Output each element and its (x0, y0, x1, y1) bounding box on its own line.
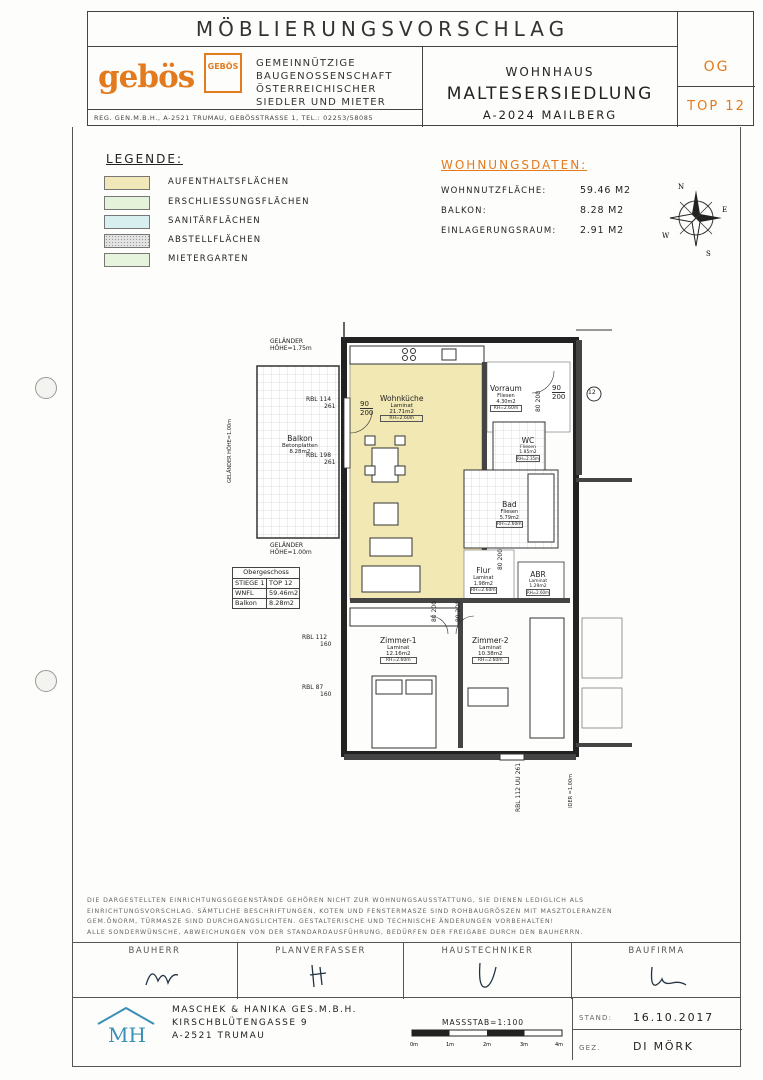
signature-mark (142, 961, 182, 991)
room-height: RH=2.60m (497, 522, 522, 527)
signature-cell-planverfasser (238, 943, 404, 999)
firm-street: KIRSCHBLÜTENGASSE 9 (172, 1018, 309, 1028)
dim-label: RBL (515, 800, 523, 813)
dim-value: 87 (315, 684, 324, 691)
project-type: WOHNHAUS (505, 65, 595, 79)
room-material: Laminat (387, 645, 410, 651)
firm-logo (94, 1004, 158, 1046)
signature-label: PLANVERFASSER (275, 946, 366, 956)
room-material: Laminat (528, 579, 548, 584)
door-dim (497, 549, 504, 570)
room-abr (526, 570, 550, 596)
dim-value: 261 (515, 762, 523, 775)
gez-value: DI MÖRK (633, 1040, 694, 1053)
room-height: RH=2.60m (380, 657, 417, 664)
scale-tick: 1m (446, 1042, 455, 1048)
info-title: Obergeschoss (243, 568, 289, 576)
room-name: Zimmer-1 (380, 636, 417, 645)
signature-mark (304, 961, 334, 991)
dim-value: 90 (552, 384, 561, 392)
company-name-line: BAUGENOSSENSCHAFT (256, 71, 393, 82)
door-dim (535, 391, 542, 412)
room-wohnkueche (380, 394, 423, 422)
apartment-data-value: 59.46 M2 (580, 185, 631, 196)
room-name: Wohnküche (380, 394, 424, 403)
company-registration: REG. GEN.M.B.H., A-2521 TRUMAU, GEBÖSSTRASSE 1, TEL.: 02253/58085 (88, 109, 423, 127)
room-name: Vorraum (490, 384, 522, 393)
dim-value: 200 (552, 393, 566, 401)
room-material: Betonplatten (282, 443, 318, 449)
dim-value: 112 (315, 634, 328, 641)
railing-label-top (270, 338, 312, 352)
scale-tick: 0m (410, 1042, 419, 1048)
apartment-data-label: EINLAGERUNGSRAUM: (441, 226, 557, 236)
compass-s: S (706, 250, 711, 258)
room-material: Fliesen (497, 393, 515, 399)
room-vorraum (490, 384, 522, 412)
room-area: 1.98m2 (473, 581, 493, 587)
firm-address (172, 1004, 357, 1043)
signature-mark (646, 963, 692, 993)
compass-icon (662, 180, 730, 258)
dim-value: 112 (515, 787, 523, 799)
company-name-line: GEMEINNÜTZIGE (256, 58, 356, 69)
date-divider (573, 1029, 742, 1030)
legend-label: AUFENTHALTSFLÄCHEN (168, 177, 290, 187)
bottom-row (72, 998, 741, 1062)
room-flur (470, 566, 497, 594)
room-name: Zimmer-2 (472, 636, 509, 645)
room-area: 4.30m2 (496, 399, 516, 405)
room-height: RH=2.60m (380, 415, 423, 422)
signature-label: HAUSTECHNIKER (441, 946, 534, 956)
room-height: RH=2.60m (527, 590, 549, 595)
room-area: 1.29m2 (529, 584, 547, 589)
company-logo-mark: GEBÖS (204, 53, 242, 93)
dim-value: 80 (431, 614, 439, 623)
room-material: Laminat (473, 575, 494, 581)
scale-tick: 2m (483, 1042, 492, 1048)
window-dim (302, 684, 331, 698)
apartment-data-title: WOHNUNGSDATEN: (441, 158, 588, 172)
legend-label: ERSCHLIESSUNGSFLÄCHEN (168, 197, 310, 207)
scale-tick: 3m (520, 1042, 529, 1048)
dim-value: 80 (535, 404, 543, 413)
unit-label: TOP 12 (687, 99, 746, 114)
project-name: MALTESERSIEDLUNG (446, 84, 654, 104)
apartment-data-label: BALKON: (441, 206, 487, 216)
info-table-title (233, 568, 299, 578)
dim-label: RBL (302, 684, 314, 691)
signature-cell-baufirma (572, 943, 741, 999)
room-area: 8.28m2 (289, 449, 311, 455)
info-key: WNFL (233, 589, 267, 598)
window-dim (306, 452, 335, 466)
room-name: Flur (476, 566, 491, 575)
dim-value: 160 (320, 641, 332, 648)
apartment-data-value: 2.91 M2 (580, 225, 625, 236)
apartment-data-value: 8.28 M2 (580, 205, 625, 216)
room-height: RH=2.60m (472, 657, 509, 664)
info-value: 59.46m2 (269, 589, 299, 597)
dim-value: 261 (324, 459, 336, 466)
room-name: ABR (530, 570, 546, 579)
signature-row (72, 942, 741, 998)
disclaimer-line: ALLE SONDERWÜNSCHE, ABWEICHUNGEN VON DER STANDARDAUSFÜHRUNG, BEDÜRFEN DER FREIGABE DURCH DEN BAUHERRN. (87, 928, 584, 936)
room-material: Fliesen (520, 445, 536, 450)
dim-label: IDER (567, 795, 574, 808)
info-table-row (233, 598, 299, 608)
project-location: A-2024 MAILBERG (482, 108, 618, 122)
dim-value: 200 (455, 600, 463, 613)
dim-value: 200 (497, 548, 505, 561)
signature-label: BAUFIRMA (628, 946, 685, 956)
door-dim (455, 601, 462, 622)
info-value: TOP 12 (269, 579, 293, 587)
page-title: MÖBLIERUNGSVORSCHLAG (88, 12, 678, 47)
firm-city: A-2521 TRUMAU (172, 1031, 266, 1041)
room-area: 10.38m2 (477, 651, 503, 657)
window-dim (515, 763, 522, 812)
company-name-line: ÖSTERREICHISCHER (256, 84, 377, 95)
date-block (572, 998, 741, 1060)
room-area: 12.16m2 (385, 651, 411, 657)
dim-value: 114 (319, 396, 332, 403)
door-dim (552, 384, 565, 401)
legend-swatch (104, 234, 150, 248)
info-table-row (233, 578, 299, 588)
apartment-data-label: WOHNNUTZFLÄCHE: (441, 186, 547, 196)
compass-n: N (678, 183, 685, 191)
disclaimer-line: EINRICHTUNGSVORSCHLAG. SÄMTLICHE BESCHRIFTUNGEN, KOTEN UND FENSTERMASZE SIND ROHBAUGRÖSZEN MIT MASZTOLERANZEN (87, 907, 613, 915)
railing-label-line: HÖHE=1.75m (270, 345, 312, 352)
room-material: Laminat (479, 645, 502, 651)
title-corner-cell (678, 12, 755, 47)
window-dim (306, 396, 335, 410)
dim-value: 160 (320, 691, 332, 698)
legend-label: MIETERGARTEN (168, 254, 249, 264)
railing-label-line: HÖHE=1.00m (270, 549, 312, 556)
neighbor-note (568, 774, 574, 808)
room-zimmer-1 (380, 636, 417, 664)
railing-label-line: GELÄNDER (270, 338, 304, 345)
stand-label: STAND: (579, 1014, 613, 1022)
legend-label: ABSTELLFLÄCHEN (168, 235, 262, 245)
railing-label-side: GELÄNDER HÖHE=1.00m (226, 419, 233, 483)
dim-value: 198 (319, 452, 332, 459)
company-logo-area (88, 47, 423, 109)
compass-w: W (662, 232, 670, 240)
room-material: Fliesen (500, 509, 519, 515)
room-zimmer-2 (472, 636, 509, 664)
legend-swatch (104, 176, 150, 190)
railing-label-line: GELÄNDER (270, 542, 304, 549)
dim-value: 200 (431, 600, 439, 613)
entry-number: 12 (588, 389, 596, 396)
punch-hole-top (35, 377, 57, 399)
unit-info-table (232, 567, 300, 609)
company-logo: gebös (98, 59, 195, 95)
dim-value: =1.00m (567, 774, 574, 795)
room-area: 5.79m2 (499, 515, 519, 521)
info-table-row (233, 588, 299, 598)
info-key: STIEGE 1 (233, 579, 267, 588)
company-name (256, 57, 393, 109)
dim-value: 200 (360, 409, 374, 417)
room-area: 1.85m2 (519, 450, 537, 455)
room-height: RH=2.60m (471, 588, 496, 593)
dim-label: RBL (306, 452, 318, 459)
door-dim (431, 601, 438, 622)
floor-label: OG (678, 47, 755, 87)
railing-label-bottom (270, 542, 312, 556)
firm-logo-text: MH (108, 1023, 146, 1046)
signature-mark (474, 959, 504, 993)
dim-label: RBL (302, 634, 314, 641)
gez-label: GEZ. (579, 1044, 601, 1052)
room-name: WC (521, 436, 535, 445)
legend-swatch (104, 215, 150, 229)
compass-e: E (722, 206, 728, 214)
signature-cell-bauherr (72, 943, 238, 999)
dim-value: 200 (535, 390, 543, 403)
legend-swatch (104, 196, 150, 210)
signature-cell-haustechniker (404, 943, 572, 999)
project-info (423, 47, 678, 127)
firm-name: MASCHEK & HANIKA GES.M.B.H. (172, 1005, 357, 1015)
window-dim (302, 634, 331, 648)
signature-label: BAUHERR (128, 946, 181, 956)
room-height: RH=2.35m (517, 456, 539, 461)
room-name: Balkon (287, 434, 313, 443)
room-area: 21.71m2 (389, 409, 415, 415)
legend-label: SANITÄRFLÄCHEN (168, 216, 261, 226)
dim-value: 90 (360, 400, 369, 408)
dim-label: UU (515, 776, 523, 786)
info-value: 8.28m2 (269, 599, 294, 607)
scale-tick: 4m (555, 1042, 564, 1048)
punch-hole-bottom (35, 670, 57, 692)
legend-title: LEGENDE: (106, 152, 183, 166)
room-wc (516, 436, 540, 462)
dim-value: 80 (455, 614, 463, 623)
dim-label: RBL (306, 396, 318, 403)
room-material: Laminat (390, 403, 413, 409)
company-name-line: SIEDLER UND MIETER (256, 97, 386, 108)
door-dim (360, 400, 373, 417)
dim-value: 261 (324, 403, 336, 410)
room-bad (496, 500, 523, 528)
info-key: Balkon (233, 599, 267, 608)
scale-label: MASSSTAB=1:100 (442, 1018, 525, 1027)
legend-swatch (104, 253, 150, 267)
room-height: RH=2.60m (490, 405, 522, 412)
scale-bar (410, 1028, 570, 1050)
disclaimer (87, 896, 717, 938)
stand-date: 16.10.2017 (633, 1011, 714, 1024)
room-name: Bad (502, 500, 517, 509)
title-block (87, 11, 754, 126)
disclaimer-line: GEM.ÖNORM, TÜRMASZE SIND DURCHGANGSLICHTEN. GESTALTERISCHE UND TECHNISCHE ÄNDERUNGEN VORBEHALTEN! (87, 918, 554, 925)
disclaimer-line: DIE DARGESTELLTEN EINRICHTUNGSGEGENSTÄNDE GEHÖREN NICHT ZUR WOHNUNGSAUSSTATTUNG, SIE DIENEN LEDIGLICH ALS (87, 897, 585, 904)
dim-value: 80 (497, 562, 505, 571)
